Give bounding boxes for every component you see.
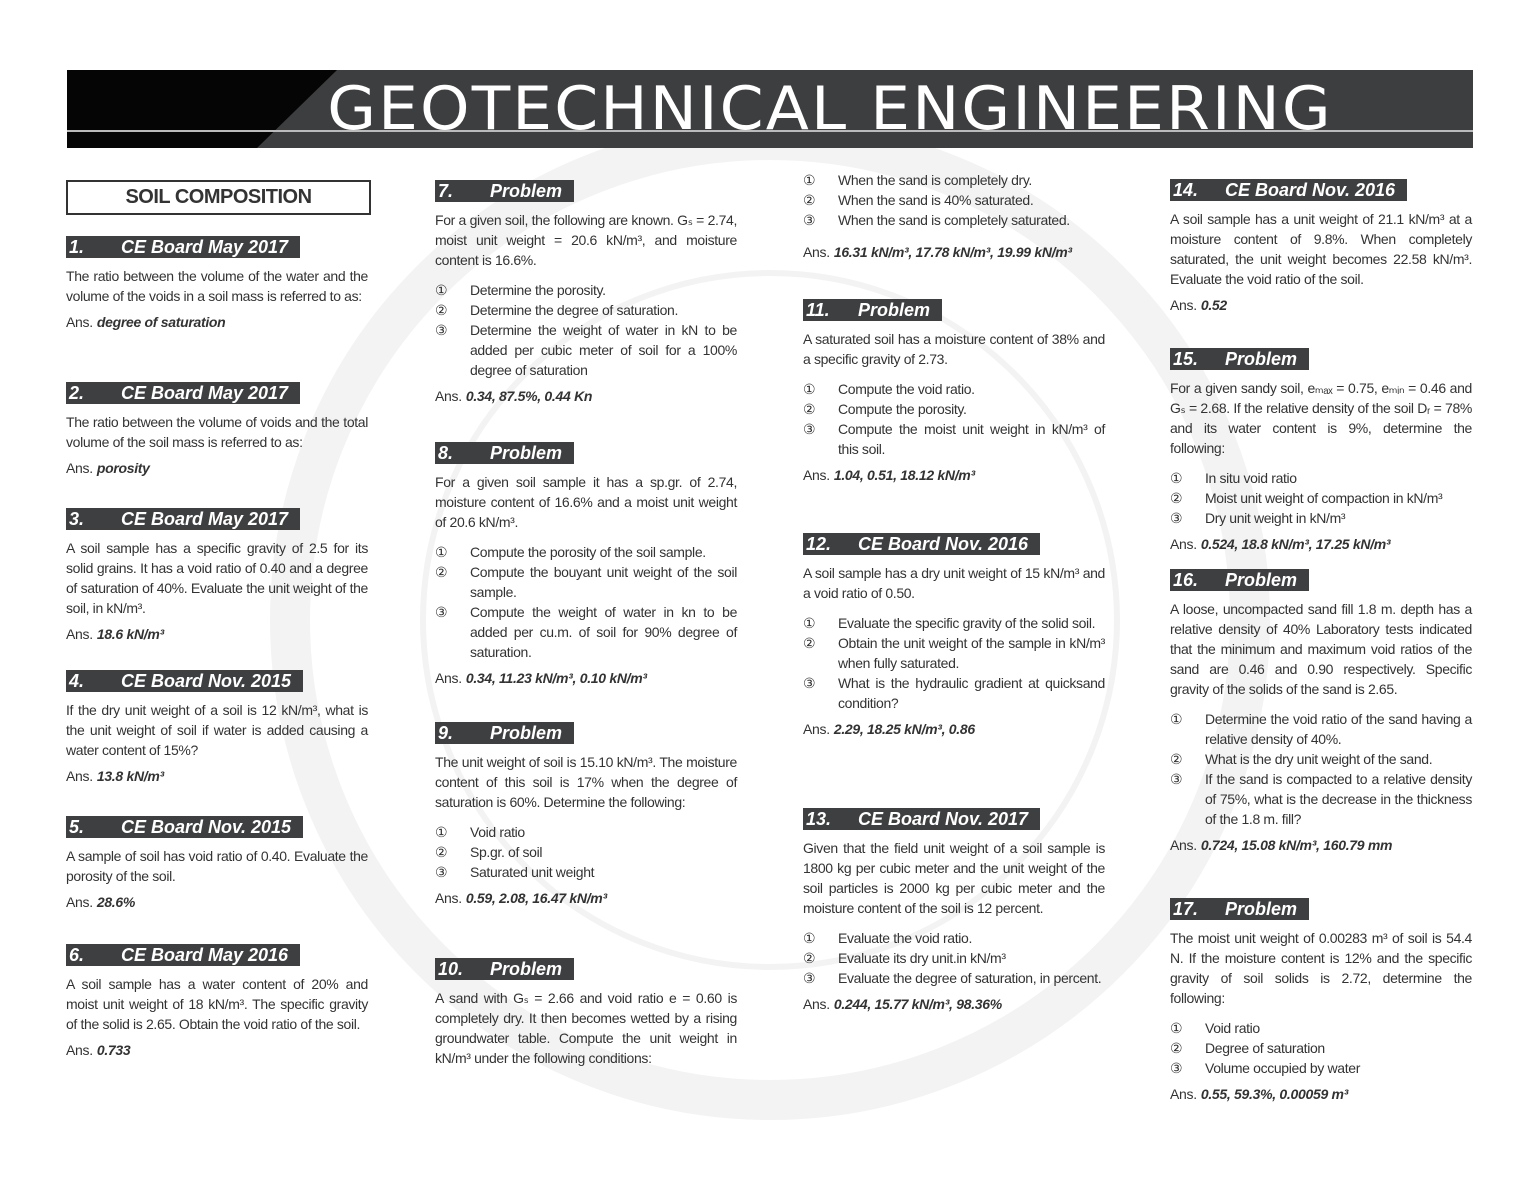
problem-2	[66, 382, 368, 476]
problem-11	[803, 299, 1105, 483]
problem-14	[1170, 179, 1472, 313]
problem-source: Problem	[1225, 570, 1298, 590]
problem-header	[1170, 569, 1309, 591]
problem-header	[66, 944, 300, 966]
problem-statement: For a given soil, the following are known. Gₛ = 2.74, moist unit weight = 20.6 kN/m³, and moisture content is 16.6%.	[435, 212, 737, 268]
list-item	[435, 280, 737, 300]
answer	[803, 996, 1105, 1012]
item-list	[803, 928, 1105, 988]
item-marker: ①	[1170, 1020, 1183, 1036]
item-text: Evaluate its dry unit.in kN/m³	[838, 950, 1006, 966]
problem-header	[1170, 898, 1309, 920]
answer-label: Ans.	[1170, 536, 1197, 552]
list-item	[803, 170, 1105, 190]
problem-header	[435, 442, 574, 464]
item-text: Determine the porosity.	[470, 282, 606, 298]
item-text: When the sand is completely dry.	[838, 172, 1032, 188]
list-item	[1170, 1018, 1472, 1038]
problem-number: 10.	[438, 959, 464, 979]
problem-source: CE Board May 2017	[121, 237, 289, 257]
problem-header	[435, 958, 574, 980]
item-marker: ②	[803, 635, 816, 651]
answer-label: Ans.	[1170, 297, 1197, 313]
item-text: Evaluate the void ratio.	[838, 930, 973, 946]
item-text: Determine the degree of saturation.	[470, 302, 678, 318]
list-item	[803, 613, 1105, 633]
item-marker: ①	[435, 282, 448, 298]
list-item	[435, 602, 737, 662]
problem-statement: For a given soil sample it has a sp.gr. of 2.74, moisture content of 16.6% and a moist unit weight of 20.6 kN/m³.	[435, 474, 737, 530]
answer	[435, 388, 737, 404]
answer	[66, 894, 368, 910]
item-marker: ②	[1170, 1040, 1183, 1056]
item-marker: ①	[803, 381, 816, 397]
list-item	[803, 419, 1105, 459]
problem-statement: A saturated soil has a moisture content of 38% and a specific gravity of 2.73.	[803, 331, 1105, 367]
problem-number: 9.	[438, 723, 454, 743]
item-marker: ①	[1170, 711, 1183, 727]
problem-3	[66, 508, 368, 642]
page-title: GEOTECHNICAL ENGINEERING	[327, 74, 1333, 144]
problem-statement: A soil sample has a specific gravity of 2.5 for its solid grains. It has a void ratio of 0.40 and a degree of saturation of 40%. Evaluate the unit weight of the soil, in kN/m³.	[66, 540, 368, 616]
item-list	[435, 280, 737, 380]
list-item	[435, 862, 737, 882]
answer	[1170, 297, 1472, 313]
item-text: Compute the moist unit weight in kN/m³ of this soil.	[838, 421, 1105, 457]
item-text: Compute the void ratio.	[838, 381, 975, 397]
list-item	[1170, 709, 1472, 749]
answer-label: Ans.	[803, 467, 830, 483]
item-marker: ③	[1170, 1060, 1183, 1076]
answer	[66, 626, 368, 642]
answer-value: degree of saturation	[96, 314, 226, 330]
item-text: Sp.gr. of soil	[470, 844, 543, 860]
list-item	[1170, 508, 1472, 528]
problem-8	[435, 442, 737, 686]
answer-label: Ans.	[66, 894, 93, 910]
problem-source: Problem	[490, 723, 563, 743]
answer-value: 16.31 kN/m³, 17.78 kN/m³, 19.99 kN/m³	[833, 244, 1072, 260]
problem-header	[66, 382, 300, 404]
answer	[803, 721, 1105, 737]
item-text: Determine the void ratio of the sand having a relative density of 40%.	[1205, 711, 1472, 747]
problem-number: 16.	[1173, 570, 1199, 590]
answer-value: 0.34, 87.5%, 0.44 Kn	[465, 388, 593, 404]
problem-source: Problem	[1225, 349, 1298, 369]
item-text: Moist unit weight of compaction in kN/m³	[1205, 490, 1443, 506]
problem-statement: The moist unit weight of 0.00283 m³ of soil is 54.4 N. If the moisture content is 12% and the specific gravity of soil solids is 2.72, determine the following:	[1170, 930, 1472, 1006]
item-text: Saturated unit weight	[470, 864, 595, 880]
item-text: Obtain the unit weight of the sample in kN/m³ when fully saturated.	[838, 635, 1105, 671]
answer-value: 0.34, 11.23 kN/m³, 0.10 kN/m³	[465, 670, 647, 686]
list-item	[1170, 769, 1472, 829]
answer-label: Ans.	[66, 768, 93, 784]
item-text: Evaluate the degree of saturation, in percent.	[838, 970, 1102, 986]
answer-value: 28.6%	[96, 894, 136, 910]
answer-label: Ans.	[66, 460, 93, 476]
item-marker: ②	[435, 564, 448, 580]
problem-header	[1170, 348, 1309, 370]
answer	[1170, 536, 1472, 552]
item-marker: ③	[803, 421, 816, 437]
list-item	[803, 928, 1105, 948]
answer-label: Ans.	[1170, 837, 1197, 853]
item-text: When the sand is 40% saturated.	[838, 192, 1034, 208]
item-text: Determine the weight of water in kN to be added per cubic meter of soil for a 100% degree of saturation	[470, 322, 737, 378]
title-banner	[67, 70, 1473, 148]
item-marker: ①	[435, 824, 448, 840]
answer-value: porosity	[96, 460, 150, 476]
answer	[435, 890, 737, 906]
answer-label: Ans.	[66, 314, 93, 330]
problem-6	[66, 944, 368, 1058]
answer-label: Ans.	[435, 388, 462, 404]
problem-number: 14.	[1173, 180, 1199, 200]
list-item	[435, 542, 737, 562]
item-marker: ②	[1170, 751, 1183, 767]
answer	[1170, 1086, 1472, 1102]
answer-value: 0.55, 59.3%, 0.00059 m³	[1200, 1086, 1349, 1102]
item-text: Compute the bouyant unit weight of the soil sample.	[470, 564, 737, 600]
answer-label: Ans.	[435, 670, 462, 686]
answer-label: Ans.	[803, 996, 830, 1012]
problem-source: CE Board May 2017	[121, 509, 289, 529]
problem-statement: The unit weight of soil is 15.10 kN/m³. The moisture content of this soil is 17% when the degree of saturation is 60%. Determine the following:	[435, 754, 737, 810]
problem-statement: The ratio between the volume of voids and the total volume of the soil mass is referred to as:	[66, 414, 368, 450]
problem-4	[66, 670, 368, 784]
problem-number: 4.	[69, 671, 85, 691]
list-item	[803, 948, 1105, 968]
problem-header	[66, 236, 300, 258]
problem-number: 12.	[806, 534, 832, 554]
item-text: If the sand is compacted to a relative density of 75%, what is the decrease in the thickness of the 1.8 m. fill?	[1205, 771, 1472, 827]
problem-statement: A soil sample has a dry unit weight of 15 kN/m³ and a void ratio of 0.50.	[803, 565, 1105, 601]
problem-header	[66, 508, 300, 530]
item-marker: ①	[803, 172, 816, 188]
item-text: What is the dry unit weight of the sand.	[1205, 751, 1433, 767]
problem-source: CE Board Nov. 2016	[858, 534, 1029, 554]
answer	[435, 670, 737, 686]
item-list	[803, 613, 1105, 713]
answer-value: 0.244, 15.77 kN/m³, 98.36%	[833, 996, 1002, 1012]
problem-source: CE Board May 2016	[121, 945, 289, 965]
item-list	[435, 822, 737, 882]
problem-9	[435, 722, 737, 906]
item-text: Degree of saturation	[1205, 1040, 1325, 1056]
list-item	[1170, 468, 1472, 488]
problem-source: Problem	[858, 300, 931, 320]
list-item	[435, 300, 737, 320]
item-marker: ②	[803, 950, 816, 966]
item-marker: ③	[435, 864, 448, 880]
item-text: Evaluate the specific gravity of the solid soil.	[838, 615, 1096, 631]
item-text: Compute the porosity.	[838, 401, 967, 417]
problem-header	[1170, 179, 1407, 201]
problem-header	[435, 722, 574, 744]
list-item	[803, 190, 1105, 210]
problem-5	[66, 816, 368, 910]
problem-number: 7.	[438, 181, 454, 201]
problem-source: Problem	[490, 959, 563, 979]
problem-source: CE Board Nov. 2017	[858, 809, 1029, 829]
answer-label: Ans.	[66, 626, 93, 642]
item-marker: ③	[1170, 510, 1183, 526]
problem-statement: A loose, uncompacted sand fill 1.8 m. depth has a relative density of 40% Laboratory tests indicated that the minimum and maximum void ratios of the sand are 0.46 and 0.90 respectively. Specific gravity of the solids of the sand is 2.65.	[1170, 601, 1472, 697]
item-text: What is the hydraulic gradient at quicksand condition?	[838, 675, 1105, 711]
answer-label: Ans.	[803, 721, 830, 737]
problem-statement: Given that the field unit weight of a soil sample is 1800 kg per cubic meter and the unit weight of the soil particles is 2000 kg per cubic meter and the moisture content of the soil is 12 percent.	[803, 840, 1105, 916]
problem-source: Problem	[490, 181, 563, 201]
answer	[803, 467, 1105, 483]
problem-source: Problem	[1225, 899, 1298, 919]
problem-source: Problem	[490, 443, 563, 463]
problem-number: 3.	[69, 509, 85, 529]
problem-header	[803, 299, 942, 321]
problem-source: CE Board Nov. 2016	[1225, 180, 1396, 200]
answer	[1170, 837, 1472, 853]
answer-label: Ans.	[66, 1042, 93, 1058]
answer	[66, 768, 368, 784]
item-list	[1170, 468, 1472, 528]
item-text: In situ void ratio	[1205, 470, 1297, 486]
section-title: SOIL COMPOSITION	[66, 180, 371, 215]
problem-statement: A soil sample has a unit weight of 21.1 kN/m³ at a moisture content of 9.8%. When completely saturated, the unit weight becomes 22.58 kN/m³. Evaluate the void ratio of the soil.	[1170, 211, 1472, 287]
item-text: Void ratio	[470, 824, 525, 840]
problem-number: 6.	[69, 945, 85, 965]
problem-7	[435, 180, 737, 404]
item-list	[803, 379, 1105, 459]
problem-statement: A soil sample has a water content of 20% and moist unit weight of 18 kN/m³. The specific gravity of the solid is 2.65. Obtain the void ratio of the soil.	[66, 976, 368, 1032]
problem-header	[66, 816, 303, 838]
list-item	[435, 562, 737, 602]
list-item	[803, 210, 1105, 230]
list-item	[803, 968, 1105, 988]
problem-source: CE Board May 2017	[121, 383, 289, 403]
answer-value: 0.59, 2.08, 16.47 kN/m³	[465, 890, 607, 906]
problem-header	[803, 808, 1040, 830]
answer-value: 2.29, 18.25 kN/m³, 0.86	[833, 721, 975, 737]
problem-statement: For a given sandy soil, eₘₐₓ = 0.75, eₘᵢₙ = 0.46 and Gₛ = 2.68. If the relative density of the soil Dᵣ = 78% and its water content is 9%, determine the following:	[1170, 380, 1472, 456]
item-marker: ③	[803, 970, 816, 986]
item-marker: ②	[435, 302, 448, 318]
list-item	[1170, 749, 1472, 769]
problem-16	[1170, 569, 1472, 853]
problem-header	[435, 180, 574, 202]
list-item	[1170, 1038, 1472, 1058]
item-text: When the sand is completely saturated.	[838, 212, 1070, 228]
item-marker: ②	[1170, 490, 1183, 506]
item-marker: ②	[803, 401, 816, 417]
problem-statement: A sample of soil has void ratio of 0.40. Evaluate the porosity of the soil.	[66, 848, 368, 884]
item-marker: ①	[803, 930, 816, 946]
problem-10	[435, 958, 737, 1068]
problem-header	[66, 670, 303, 692]
item-text: Dry unit weight in kN/m³	[1205, 510, 1346, 526]
problem-number: 15.	[1173, 349, 1199, 369]
item-text: Compute the weight of water in kn to be added per cu.m. of soil for 90% degree of saturation.	[470, 604, 737, 660]
item-list	[803, 170, 1105, 230]
problem-number: 5.	[69, 817, 85, 837]
problem-source: CE Board Nov. 2015	[121, 671, 292, 691]
problem-number: 11.	[806, 300, 830, 320]
item-marker: ③	[1170, 771, 1183, 787]
answer-value: 0.52	[1200, 297, 1227, 313]
item-text: Void ratio	[1205, 1020, 1260, 1036]
list-item	[803, 399, 1105, 419]
item-marker: ①	[435, 544, 448, 560]
answer-value: 0.733	[96, 1042, 131, 1058]
problem-15	[1170, 348, 1472, 552]
answer	[66, 460, 368, 476]
problem-12	[803, 533, 1105, 737]
item-marker: ①	[1170, 470, 1183, 486]
answer	[66, 1042, 368, 1058]
list-item	[435, 320, 737, 380]
answer-label: Ans.	[435, 890, 462, 906]
problem-17	[1170, 898, 1472, 1102]
list-item	[435, 822, 737, 842]
item-text: Compute the porosity of the soil sample.	[470, 544, 706, 560]
list-item	[1170, 1058, 1472, 1078]
answer-value: 18.6 kN/m³	[96, 626, 164, 642]
answer-value: 0.524, 18.8 kN/m³, 17.25 kN/m³	[1200, 536, 1391, 552]
item-list	[1170, 709, 1472, 829]
list-item	[803, 673, 1105, 713]
problem-statement: The ratio between the volume of the water and the volume of the voids in a soil mass is referred to as:	[66, 268, 368, 304]
problem-1	[66, 236, 368, 330]
item-marker: ③	[435, 322, 448, 338]
item-marker: ②	[435, 844, 448, 860]
item-marker: ③	[435, 604, 448, 620]
item-marker: ①	[803, 615, 816, 631]
answer	[66, 314, 368, 330]
item-marker: ②	[803, 192, 816, 208]
problem-number: 1.	[69, 237, 85, 257]
item-marker: ③	[803, 675, 816, 691]
problem-header	[803, 533, 1040, 555]
problem-statement: A sand with Gₛ = 2.66 and void ratio e = 0.60 is completely dry. It then becomes wetted by a rising groundwater table. Compute the unit weight in kN/m³ under the following conditions:	[435, 990, 737, 1066]
problem-13	[803, 808, 1105, 1012]
problem-number: 13.	[806, 809, 832, 829]
item-list	[435, 542, 737, 662]
answer	[803, 244, 1105, 260]
problem-statement: If the dry unit weight of a soil is 12 kN/m³, what is the unit weight of soil if water is added causing a water content of 15%?	[66, 702, 368, 758]
item-text: Volume occupied by water	[1205, 1060, 1361, 1076]
problem-number: 8.	[438, 443, 454, 463]
answer-label: Ans.	[1170, 1086, 1197, 1102]
list-item	[435, 842, 737, 862]
problem-source: CE Board Nov. 2015	[121, 817, 292, 837]
answer-value: 0.724, 15.08 kN/m³, 160.79 mm	[1200, 837, 1393, 853]
item-list	[1170, 1018, 1472, 1078]
item-marker: ③	[803, 212, 816, 228]
list-item	[1170, 488, 1472, 508]
problem-number: 2.	[69, 383, 85, 403]
problem-10-continued	[803, 170, 1105, 260]
answer-value: 1.04, 0.51, 18.12 kN/m³	[833, 467, 975, 483]
problem-number: 17.	[1173, 899, 1199, 919]
list-item	[803, 633, 1105, 673]
answer-value: 13.8 kN/m³	[96, 768, 164, 784]
list-item	[803, 379, 1105, 399]
answer-label: Ans.	[803, 244, 830, 260]
